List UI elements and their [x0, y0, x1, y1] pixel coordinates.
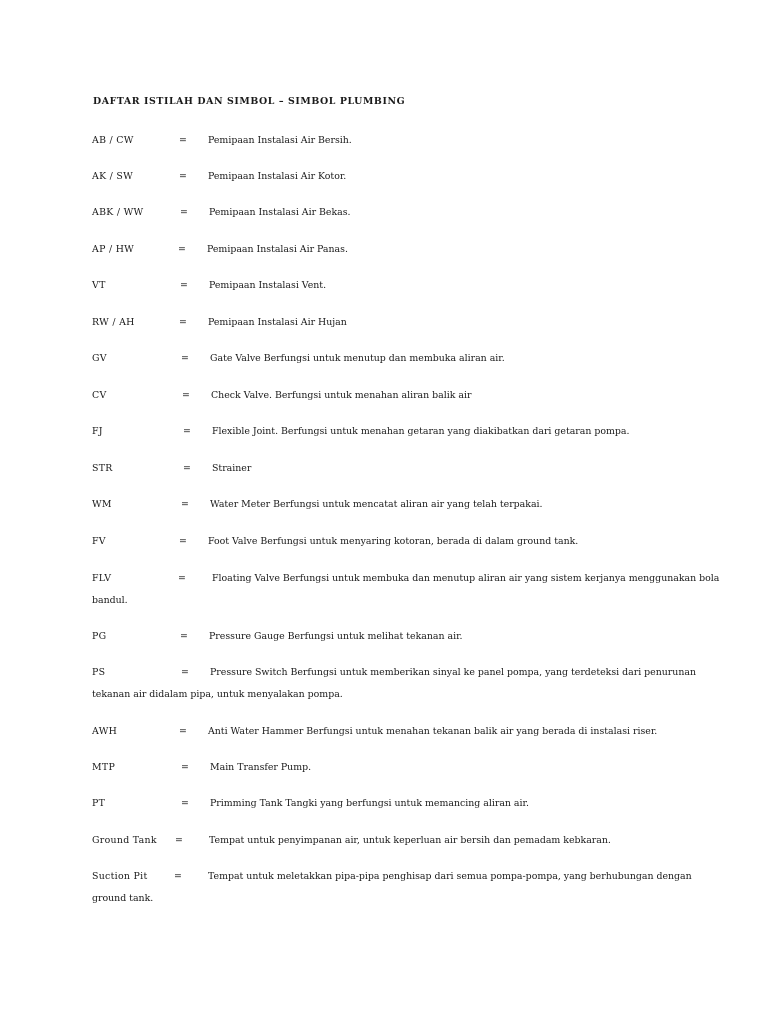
entry-equals: = — [174, 871, 182, 882]
entry-definition: Foot Valve Berfungsi untuk menyaring kotoran, berada di dalam ground tank. — [208, 536, 579, 547]
entry-equals: = — [181, 353, 189, 364]
entry-term: CV — [92, 390, 107, 401]
entry-equals: = — [178, 573, 186, 584]
entry-term: FJ — [92, 426, 103, 437]
entry-equals: = — [180, 207, 188, 218]
entry-term: MTP — [92, 762, 116, 773]
entry-definition-continuation: bandul. — [92, 595, 128, 606]
entry-term: PG — [92, 631, 107, 642]
entry-equals: = — [179, 536, 187, 547]
entry-term: STR — [92, 463, 113, 474]
entry-definition: Pressure Gauge Berfungsi untuk melihat tekanan air. — [209, 631, 463, 642]
entry-equals: = — [183, 426, 191, 437]
entry-equals: = — [181, 667, 189, 678]
entry-definition: Gate Valve Berfungsi untuk menutup dan membuka aliran air. — [210, 353, 505, 364]
entry-definition: Pressure Switch Berfungsi untuk memberikan sinyal ke panel pompa, yang terdeteksi dari penurunan — [210, 667, 696, 678]
entry-definition: Check Valve. Berfungsi untuk menahan aliran balik air — [211, 390, 472, 401]
entry-term: PT — [92, 798, 106, 809]
entry-definition: Anti Water Hammer Berfungsi untuk menahan tekanan balik air yang berada di instalasi riser. — [208, 726, 658, 737]
entry-equals: = — [179, 317, 187, 328]
entry-definition: Primming Tank Tangki yang berfungsi untuk memancing aliran air. — [210, 798, 529, 809]
entry-equals: = — [181, 762, 189, 773]
entry-equals: = — [180, 280, 188, 291]
entry-equals: = — [180, 631, 188, 642]
entry-equals: = — [183, 463, 191, 474]
entry-term: Suction Pit — [92, 871, 148, 882]
entry-definition: Pemipaan Instalasi Air Hujan — [208, 317, 347, 328]
entry-term: AK / SW — [92, 171, 134, 182]
entry-term: GV — [92, 353, 107, 364]
entry-equals: = — [175, 835, 183, 846]
entry-term: AP / HW — [92, 244, 135, 255]
entry-equals: = — [178, 244, 186, 255]
entry-term: PS — [92, 667, 106, 678]
entry-definition: Pemipaan Instalasi Air Kotor. — [208, 171, 347, 182]
entry-definition: Water Meter Berfungsi untuk mencatat aliran air yang telah terpakai. — [210, 499, 543, 510]
entry-term: FV — [92, 536, 106, 547]
entry-definition: Floating Valve Berfungsi untuk membuka dan menutup aliran air yang sistem kerjanya menggunakan bola — [212, 573, 720, 584]
entry-term: WM — [92, 499, 112, 510]
entry-equals: = — [182, 390, 190, 401]
entry-definition-continuation: ground tank. — [92, 893, 154, 904]
entry-definition: Flexible Joint. Berfungsi untuk menahan getaran yang diakibatkan dari getaran pompa. — [212, 426, 630, 437]
entry-term: FLV — [92, 573, 112, 584]
entry-definition: Main Transfer Pump. — [210, 762, 312, 773]
entry-term: RW / AH — [92, 317, 135, 328]
entry-definition: Pemipaan Instalasi Vent. — [209, 280, 327, 291]
entry-definition: Tempat untuk penyimpanan air, untuk keperluan air bersih dan pemadam kebkaran. — [209, 835, 611, 846]
entry-definition: Pemipaan Instalasi Air Panas. — [207, 244, 348, 255]
entry-definition: Pemipaan Instalasi Air Bersih. — [208, 135, 352, 146]
entry-term: AWH — [92, 726, 118, 737]
entry-definition-continuation: tekanan air didalam pipa, untuk menyalakan pompa. — [92, 689, 343, 700]
entry-term: AB / CW — [92, 135, 134, 146]
entry-term: ABK / WW — [92, 207, 144, 218]
entry-equals: = — [179, 726, 187, 737]
entry-equals: = — [181, 798, 189, 809]
entry-equals: = — [179, 171, 187, 182]
entry-term: VT — [92, 280, 106, 291]
entry-definition: Pemipaan Instalasi Air Bekas. — [209, 207, 351, 218]
entry-equals: = — [179, 135, 187, 146]
entry-term: Ground Tank — [92, 835, 157, 846]
entry-definition: Strainer — [212, 463, 252, 474]
entry-definition: Tempat untuk meletakkan pipa-pipa penghisap dari semua pompa-pompa, yang berhubungan dengan — [208, 871, 692, 882]
entry-equals: = — [181, 499, 189, 510]
page-title: DAFTAR ISTILAH DAN SIMBOL – SIMBOL PLUMBING — [93, 96, 406, 107]
